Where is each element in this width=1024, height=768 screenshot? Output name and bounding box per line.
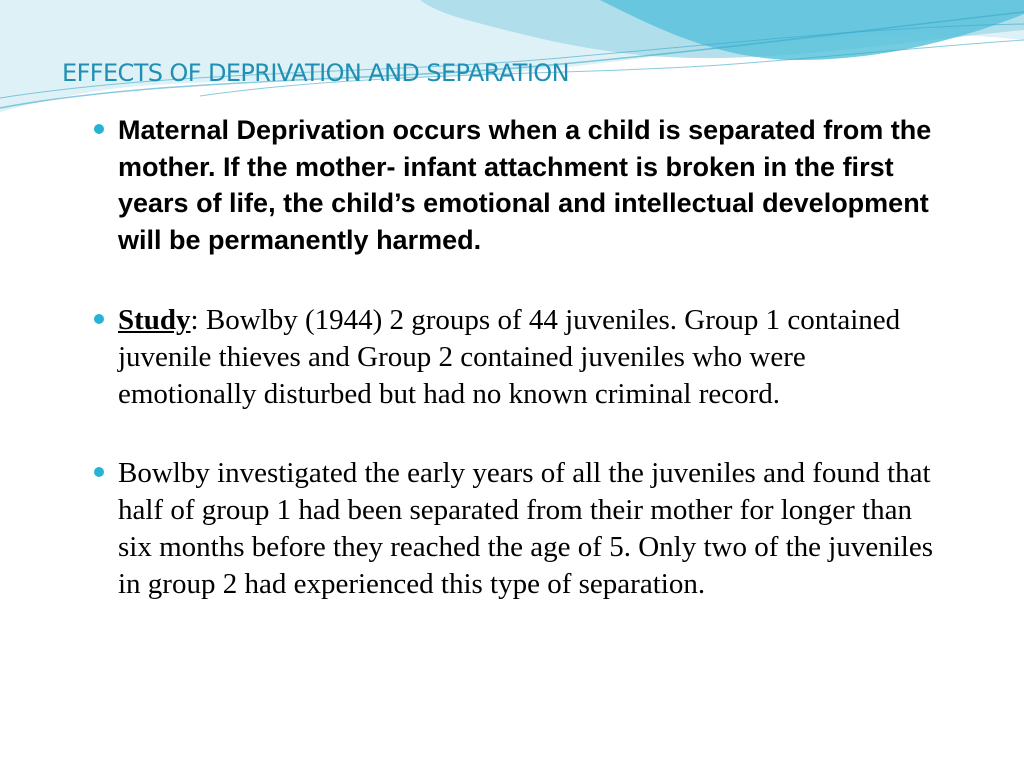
bullet-text: Maternal Deprivation occurs when a child is separated from the mother. If the mother- infant attachment is broken in the first years of life, the child’s emotional and intellectual development will be permanently harmed. — [118, 115, 932, 255]
bullet-icon — [94, 314, 104, 324]
slide-title: EFFECTS OF DEPRIVATION AND SEPARATION — [62, 59, 569, 87]
bullet-text: Bowlby investigated the early years of all the juveniles and found that half of group 1 had been separated from their mother for longer than six months before they reached the age of 5. Only two of the juveniles in group 2 had experienced this type of separation. — [118, 457, 933, 600]
bullet-icon — [94, 124, 104, 134]
bullet-icon — [94, 467, 104, 477]
bullet-item-maternal-deprivation — [90, 112, 948, 258]
bullet-item-study — [90, 302, 948, 413]
study-label: Study — [118, 304, 191, 336]
bullet-list — [90, 112, 970, 603]
bullet-item-findings — [90, 455, 948, 603]
bullet-text: : Bowlby (1944) 2 groups of 44 juveniles. Group 1 contained juvenile thieves and Group 2 contained juveniles who were emotionally disturbed but had no known criminal record. — [118, 304, 901, 410]
